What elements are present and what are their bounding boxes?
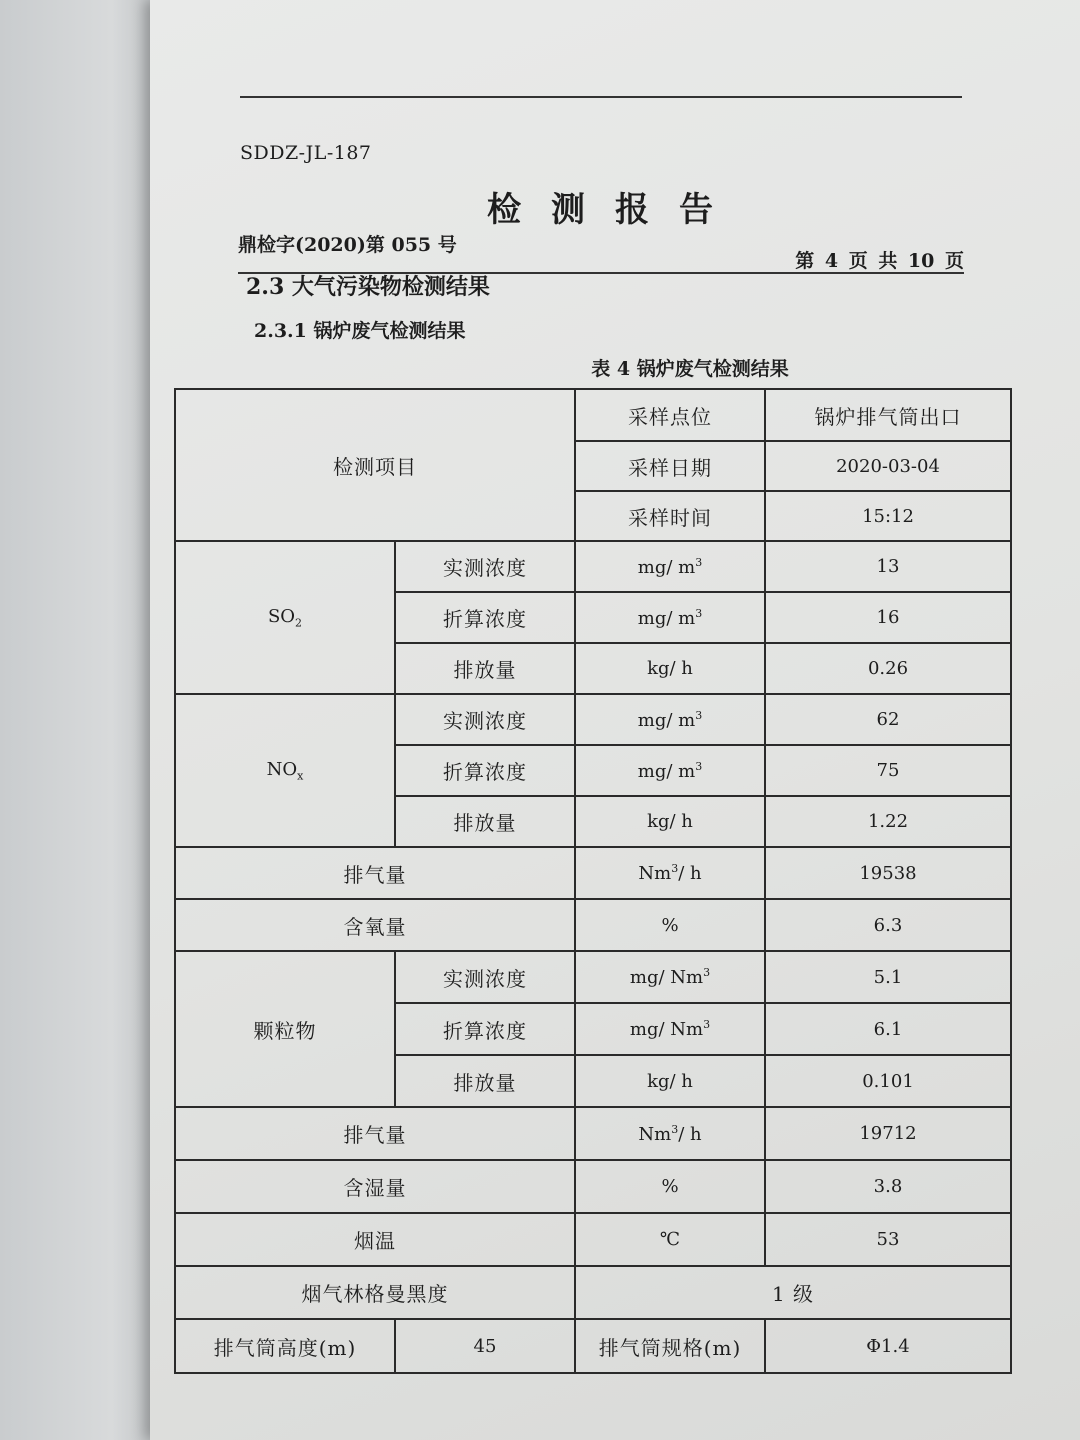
- so2-measured-unit: mg/ $m^3$: [575, 541, 765, 592]
- stack-spec-value: Φ1.4: [765, 1319, 1011, 1373]
- table-row: [175, 899, 1011, 951]
- so2-emission-unit: kg/ h: [575, 643, 765, 694]
- flue-temp-unit: ℃: [575, 1213, 765, 1266]
- flue-temp-value: 53: [765, 1213, 1011, 1266]
- boiler-exhaust-results-table: [174, 388, 1012, 1374]
- particulate-emission-unit: kg/ h: [575, 1055, 765, 1107]
- nox-emission-label: 排放量: [395, 796, 575, 847]
- top-rule: [240, 96, 962, 98]
- table-caption: 表 4 锅炉废气检测结果: [591, 358, 789, 380]
- stack-height-value: 45: [395, 1319, 575, 1373]
- sampling-date-label: 采样日期: [575, 441, 765, 491]
- moisture-content-label: 含湿量: [175, 1160, 575, 1213]
- exhaust-volume-2-value: 19712: [765, 1107, 1011, 1160]
- so2-emission-label: 排放量: [395, 643, 575, 694]
- report-page: [150, 0, 1080, 1440]
- sampling-time-label: 采样时间: [575, 491, 765, 541]
- particulate-label: 颗粒物: [175, 951, 395, 1107]
- so2-converted-unit: mg/ $m^3$: [575, 592, 765, 643]
- particulate-converted-unit: mg/ Nm$^3$: [575, 1003, 765, 1055]
- particulate-measured-label: 实测浓度: [395, 951, 575, 1003]
- sampling-date-value: 2020-03-04: [765, 441, 1011, 491]
- report-title: 检测报告: [487, 190, 743, 230]
- nox-measured-unit: mg/ $m^3$: [575, 694, 765, 745]
- table-row: [175, 1107, 1011, 1160]
- test-item-header: 检测项目: [175, 389, 575, 541]
- oxygen-content-label: 含氧量: [175, 899, 575, 951]
- stack-spec-label: 排气筒规格(m): [575, 1319, 765, 1373]
- so2-converted-value: 16: [765, 592, 1011, 643]
- sampling-point-value: 锅炉排气筒出口: [765, 389, 1011, 441]
- nox-measured-value: 62: [765, 694, 1011, 745]
- nox-converted-label: 折算浓度: [395, 745, 575, 796]
- table-row: [175, 541, 1011, 592]
- particulate-converted-value: 6.1: [765, 1003, 1011, 1055]
- table-row: [175, 1160, 1011, 1213]
- particulate-measured-value: 5.1: [765, 951, 1011, 1003]
- page-info: 第 4 页 共 10 页: [795, 250, 964, 272]
- oxygen-content-value: 6.3: [765, 899, 1011, 951]
- so2-emission-value: 0.26: [765, 643, 1011, 694]
- oxygen-content-unit: %: [575, 899, 765, 951]
- nox-emission-value: 1.22: [765, 796, 1011, 847]
- moisture-content-unit: %: [575, 1160, 765, 1213]
- nox-label: $NO_x$: [175, 694, 395, 847]
- particulate-emission-label: 排放量: [395, 1055, 575, 1107]
- doc-code: SDDZ-JL-187: [240, 142, 372, 164]
- table-row: [175, 389, 1011, 441]
- nox-emission-unit: kg/ h: [575, 796, 765, 847]
- section-2-3-1-heading: 2.3.1 锅炉废气检测结果: [254, 320, 466, 342]
- flue-temp-label: 烟温: [175, 1213, 575, 1266]
- facing-page: [0, 0, 160, 1440]
- so2-measured-value: 13: [765, 541, 1011, 592]
- table-row: [175, 1213, 1011, 1266]
- report-number: 鼎检字(2020)第 055 号: [238, 234, 457, 256]
- nox-converted-value: 75: [765, 745, 1011, 796]
- particulate-emission-value: 0.101: [765, 1055, 1011, 1107]
- table-row: [175, 1319, 1011, 1373]
- exhaust-volume-unit: Nm$^3$/ h: [575, 847, 765, 899]
- exhaust-volume-2-label: 排气量: [175, 1107, 575, 1160]
- table-row: [175, 847, 1011, 899]
- moisture-content-value: 3.8: [765, 1160, 1011, 1213]
- ringelmann-label: 烟气林格曼黑度: [175, 1266, 575, 1319]
- sampling-time-value: 15:12: [765, 491, 1011, 541]
- sampling-point-label: 采样点位: [575, 389, 765, 441]
- stack-height-label: 排气筒高度(m): [175, 1319, 395, 1373]
- so2-converted-label: 折算浓度: [395, 592, 575, 643]
- particulate-converted-label: 折算浓度: [395, 1003, 575, 1055]
- table-row: [175, 951, 1011, 1003]
- exhaust-volume-label: 排气量: [175, 847, 575, 899]
- exhaust-volume-value: 19538: [765, 847, 1011, 899]
- ringelmann-value: 1 级: [575, 1266, 1011, 1319]
- nox-converted-unit: mg/ $m^3$: [575, 745, 765, 796]
- particulate-measured-unit: mg/ Nm$^3$: [575, 951, 765, 1003]
- section-2-3-heading: 2.3 大气污染物检测结果: [246, 274, 490, 300]
- table-row: [175, 1266, 1011, 1319]
- so2-measured-label: 实测浓度: [395, 541, 575, 592]
- nox-measured-label: 实测浓度: [395, 694, 575, 745]
- exhaust-volume-2-unit: Nm$^3$/ h: [575, 1107, 765, 1160]
- so2-label: $SO_2$: [175, 541, 395, 694]
- table-row: [175, 694, 1011, 745]
